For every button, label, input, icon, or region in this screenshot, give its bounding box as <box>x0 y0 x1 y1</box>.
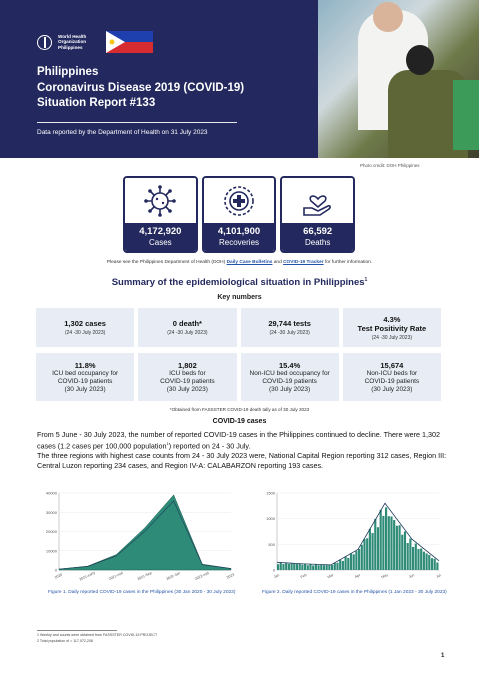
covid-cases-paragraph <box>37 430 447 470</box>
key-value: 11.8% <box>74 360 96 370</box>
bar <box>361 545 363 570</box>
header-divider <box>37 122 237 123</box>
doh-note <box>0 260 479 265</box>
figure-2 <box>255 483 445 601</box>
deaths-value: 66,592 <box>303 226 333 237</box>
x-tick-label: 2021-early <box>78 570 96 582</box>
bar <box>280 562 282 570</box>
key-text: ICU bed occupancy for <box>52 369 119 377</box>
recoveries-label: Recoveries <box>219 238 260 247</box>
key-date: (24 -30 July 2023) <box>64 330 106 336</box>
death-tally-note: *Obtained from FASSSTER COVID-19 death tally as of 30 July 2023 <box>169 407 310 412</box>
title-line-country: Philippines <box>37 66 99 78</box>
bar <box>404 531 406 570</box>
x-tick-label: Jun <box>408 573 416 580</box>
bar <box>436 563 438 570</box>
bar <box>309 564 311 570</box>
key-value-label: Test Positivity Rate <box>357 323 427 333</box>
logo-row <box>37 31 153 53</box>
x-tick-label: 2022-Jan <box>165 571 181 582</box>
y-tick-label: 20000 <box>45 529 57 534</box>
bar <box>377 527 379 570</box>
stat-card-recoveries <box>202 176 277 253</box>
bar <box>315 564 317 570</box>
bar <box>409 539 411 570</box>
bar <box>366 538 368 570</box>
x-tick-label: Jul <box>435 573 442 579</box>
bar <box>323 565 325 570</box>
key-date: (24 -30 July 2023) <box>167 330 208 336</box>
key-text: COVID-19 patients <box>262 377 317 385</box>
figure-2-caption: Figure 2. Daily reported COVID-19 cases in the Philippines (1 Jan 2023 - 30 July 2023) <box>262 590 447 595</box>
footnotes <box>37 633 157 644</box>
bar <box>434 559 436 570</box>
footnote-1: 1 Weekly and counts were obtained from FASSSTER COVID-19 PROJECT <box>37 633 158 637</box>
bar <box>336 563 338 570</box>
y-tick-label: 1000 <box>266 516 275 522</box>
key-value: 0 death* <box>172 319 202 328</box>
stat-cards <box>123 176 355 253</box>
bar <box>326 565 328 570</box>
key-text: ICU beds for <box>169 369 206 377</box>
footnote-2: 2 Total population of = 117,072,208 <box>37 638 93 643</box>
x-tick-label: Jan <box>273 573 281 580</box>
key-value: 29,744 tests <box>268 319 311 328</box>
key-text: COVID-19 patients <box>160 377 215 385</box>
bar <box>372 533 374 570</box>
bar <box>304 564 306 570</box>
bar <box>282 564 284 570</box>
covid-cases-heading: COVID-19 cases <box>212 418 267 425</box>
recovery-badge-icon <box>222 184 256 218</box>
key-text: COVID-19 patients <box>364 377 420 385</box>
key-box-positivity <box>343 308 441 347</box>
bar <box>355 551 357 570</box>
bar <box>401 535 403 570</box>
recoveries-value: 4,101,900 <box>217 226 261 237</box>
bar <box>393 520 395 570</box>
bar <box>415 544 417 570</box>
daily-bulletins-link[interactable]: Daily Case Bulletins <box>226 260 273 265</box>
summary-footnote-ref: 1 <box>364 277 368 283</box>
bar <box>374 519 376 570</box>
key-text: COVID-19 patients <box>57 377 113 385</box>
bar <box>331 565 333 570</box>
key-date: (30 July 2023) <box>371 385 413 393</box>
y-tick-label: 10000 <box>45 548 57 554</box>
bar <box>345 557 347 570</box>
bar <box>296 564 298 570</box>
y-tick-label: 40000 <box>45 490 57 496</box>
chart-1 <box>37 483 237 588</box>
page-number: 1 <box>441 653 445 659</box>
hand-heart-icon <box>301 184 335 218</box>
x-tick-label: May <box>380 572 389 580</box>
bar <box>382 516 384 570</box>
title-line-report: Situation Report #133 <box>37 97 156 109</box>
figure-1-caption: Figure 1. Daily reported COVID-19 cases in the Philippines (30 Jan 2020 - 30 July 2023) <box>48 590 236 595</box>
key-numbers-row-2 <box>36 353 441 401</box>
key-numbers-heading: Key numbers <box>217 294 262 301</box>
cases-value: 4,172,920 <box>139 226 182 237</box>
key-date: (24 -30 July 2023) <box>269 330 310 336</box>
key-box-nonicu-beds <box>343 353 441 401</box>
bar <box>312 565 314 570</box>
x-tick-label: 2023 <box>226 572 236 580</box>
key-text: Non-ICU bed occupancy for <box>249 369 330 377</box>
bar <box>350 554 352 570</box>
bar <box>293 564 295 570</box>
y-tick-label: 500 <box>268 541 275 547</box>
summary-title <box>0 277 479 288</box>
report-header <box>0 0 479 158</box>
bar <box>388 516 390 570</box>
deaths-label: Deaths <box>305 238 331 247</box>
key-box-icu-occupancy <box>36 353 134 401</box>
x-tick-label: Mar <box>326 572 335 580</box>
philippine-flag-icon <box>106 31 153 53</box>
key-date: (30 July 2023) <box>64 385 106 393</box>
paragraph-text: ) reported on 24 - 30 July. <box>168 441 251 451</box>
key-date: (30 July 2023) <box>166 385 208 393</box>
bar <box>328 565 330 570</box>
title-line-disease: Coronavirus Disease 2019 (COVID-19) <box>37 81 245 94</box>
bar <box>285 563 287 570</box>
bar <box>277 564 279 570</box>
bar <box>358 549 360 570</box>
bar <box>417 549 419 570</box>
vaccination-photo <box>318 0 479 158</box>
key-value: 15.4% <box>278 360 301 370</box>
report-title <box>37 65 244 112</box>
bar <box>412 547 414 570</box>
bar <box>299 564 301 570</box>
bar <box>318 565 320 570</box>
note-and: and <box>272 260 284 265</box>
stat-card-cases <box>123 176 198 253</box>
bar <box>380 510 382 570</box>
key-numbers-row-1 <box>36 308 441 347</box>
paragraph-text: From 5 June - 30 July 2023, the number of reported COVID-19 cases in the Philippines continued to decline. There were 1,302 cases (1.2 cases per 100,000 population <box>37 430 440 451</box>
bar <box>288 564 290 570</box>
cases-label: Cases <box>148 238 172 247</box>
note-text: Please see the Philippines Department of Health (DOH) <box>106 260 227 265</box>
virus-icon <box>143 184 177 218</box>
bar <box>342 561 344 570</box>
x-tick-label: 2020 <box>54 572 64 580</box>
bar <box>334 563 336 570</box>
y-tick-label: 0 <box>54 567 57 573</box>
bar <box>363 539 365 570</box>
bar <box>320 565 322 570</box>
x-tick-label: 2021-mid <box>108 571 124 582</box>
reported-by: Data reported by the Department of Health on 31 July 2023 <box>37 129 208 136</box>
footnote-rule <box>37 630 117 631</box>
key-box-deaths <box>138 308 236 347</box>
x-tick-label: Apr <box>354 573 361 580</box>
stat-card-deaths <box>280 176 355 253</box>
who-emblem-icon <box>37 35 52 50</box>
bar <box>301 565 303 570</box>
key-value: 1,302 cases <box>64 319 106 328</box>
bar <box>420 548 422 570</box>
bar <box>396 526 398 570</box>
paragraph-footnote-ref: 1 <box>166 441 169 447</box>
key-value: 15,674 <box>380 360 404 370</box>
chart-2 <box>255 483 445 588</box>
key-value: 4.3% <box>383 314 401 324</box>
who-logo-text: World Health Organization Philippines <box>58 34 87 50</box>
key-box-tests <box>241 308 339 347</box>
y-tick-label: 1500 <box>266 490 275 496</box>
x-tick-label: 2022-mid <box>194 571 210 582</box>
figure-1 <box>37 483 237 601</box>
key-box-icu-beds <box>138 353 236 401</box>
summary-title-text: Summary of the epidemiological situation in Philippines <box>111 277 365 289</box>
y-tick-label: 0 <box>272 567 275 573</box>
area-series <box>59 495 231 570</box>
key-box-cases <box>36 308 134 347</box>
bar <box>390 516 392 570</box>
key-text: Non-ICU beds for <box>366 369 418 377</box>
key-value: 1,802 <box>177 360 197 370</box>
photo-credit: Photo credit: DOH Philippines <box>360 163 420 168</box>
bar <box>347 558 349 570</box>
bar <box>431 558 433 570</box>
covid-tracker-link[interactable]: COVID-19 Tracker <box>283 260 324 265</box>
bar <box>369 529 371 570</box>
key-date: (24 -30 July 2023) <box>371 334 413 341</box>
y-tick-label: 30000 <box>45 509 57 515</box>
key-date: (30 July 2023) <box>269 385 311 393</box>
bar <box>291 563 293 570</box>
key-box-nonicu-occupancy <box>241 353 339 401</box>
note-end: for further information. <box>323 260 373 265</box>
bar <box>385 507 387 570</box>
x-tick-label: 2021-Sep <box>136 570 153 582</box>
bar <box>426 553 428 570</box>
x-tick-label: Feb <box>299 572 308 580</box>
bar <box>353 554 355 570</box>
bar <box>339 560 341 570</box>
bar <box>307 565 309 570</box>
bar <box>428 555 430 570</box>
bar <box>399 525 401 570</box>
paragraph-text: The three regions with highest case counts from 24 - 30 July 2023 were, National Capital Region reporting 312 cases, Region III: Central Luzon reporting 234 cases, and Region IV-A: CALABARZON reporting 193 cases. <box>37 451 447 470</box>
bar <box>423 552 425 570</box>
bar <box>407 543 409 570</box>
